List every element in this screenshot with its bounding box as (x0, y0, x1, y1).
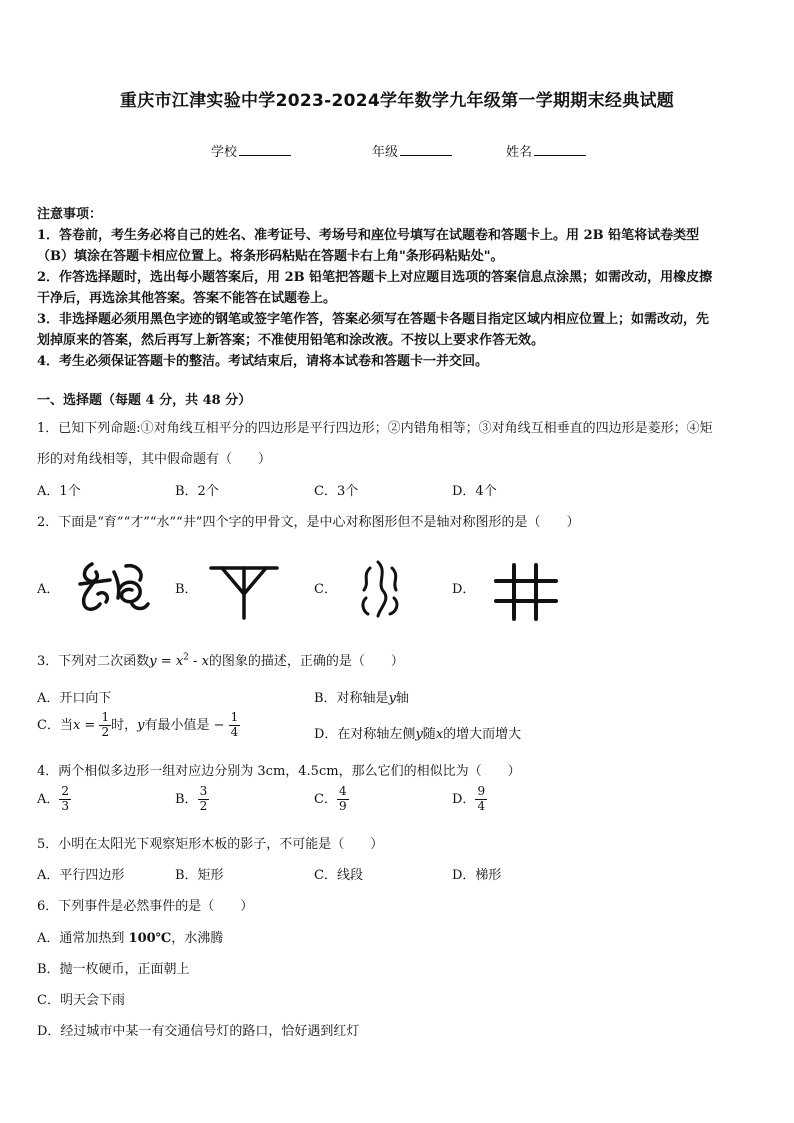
q3-option-d: D．在对称轴左侧y随x的增大而增大 (314, 727, 522, 742)
q3-option-a: A．开口向下 (37, 691, 112, 706)
name-field (506, 141, 586, 160)
fraction: $\frac{1}{2}$ (101, 710, 110, 739)
q5-stem: 5．小明在太阳光下观察矩形木板的影子，不可能是（ ） (37, 837, 384, 852)
notes-line-3: 2．作答选择题时，选出每小题答案后，用 2B 铅笔把答题卡上对应题目选项的答案信息点涂黑；如需改动，用橡皮擦 (37, 270, 713, 285)
name-blank (534, 143, 586, 156)
q1-option-c: C．3个 (314, 484, 359, 499)
q5-option-b: B．矩形 (175, 868, 224, 883)
q4-option-b: B． $\frac{3}{2}$ (175, 784, 208, 813)
oracle-glyph-cai-icon (208, 562, 280, 620)
q6-option-d: D．经过城市中某一有交通信号灯的路口，恰好遇到红灯 (37, 1024, 360, 1039)
q6-option-c: C．明天会下雨 (37, 993, 125, 1008)
q2-option-a: A． (37, 582, 60, 597)
q5-option-a: A．平行四边形 (37, 868, 125, 883)
school-field (211, 141, 291, 160)
oracle-glyph-shui-icon (356, 558, 404, 620)
school-label: 学校 (211, 145, 238, 160)
notes-line-6: 划掉原来的答案，然后再写上新答案；不准使用铅笔和涂改液。不按以上要求作答无效。 (37, 333, 545, 348)
fraction: $\frac{4}{9}$ (338, 784, 347, 813)
fraction: $\frac{9}{4}$ (477, 784, 486, 813)
q6-option-a: A．通常加热到 100℃，水沸腾 (37, 931, 224, 946)
q2-option-c: C． (314, 582, 337, 597)
notes-line-2: （B）填涂在答题卡相应位置上。将条形码粘贴在答题卡右上角"条形码粘贴处"。 (37, 249, 504, 264)
grade-blank (400, 143, 452, 156)
q5-option-c: C．线段 (314, 868, 363, 883)
q1-option-b: B．2个 (175, 484, 219, 499)
school-blank (239, 143, 291, 156)
notes-line-1: 1．答卷前，考生务必将自己的姓名、准考证号、考场号和座位号填写在试题卷和答题卡上。用 2B 铅笔将试卷类型 (37, 228, 700, 243)
q4-stem: 4．两个相似多边形一组对应边分别为 3cm，4.5cm，那么它们的相似比为（ ） (37, 764, 521, 779)
q1-option-a: A．1个 (37, 484, 81, 499)
q3-option-b: B．对称轴是y轴 (314, 691, 409, 706)
oracle-glyph-yu-icon (74, 558, 154, 618)
notes-line-5: 3．非选择题必须用黑色字迹的钢笔或签字笔作答，答案必须写在答题卡各题目指定区域内相应位置上；如需改动，先 (37, 312, 710, 327)
grade-field (372, 141, 452, 160)
q4-option-a: A． $\frac{2}{3}$ (37, 784, 70, 813)
notes-line-7: 4．考生必须保证答题卡的整洁。考试结束后，请将本试卷和答题卡一并交回。 (37, 354, 489, 369)
name-label: 姓名 (506, 145, 533, 160)
q1-stem-line-1: 1．已知下列命题:①对角线互相平分的四边形是平行四边形；②内错角相等；③对角线互相垂直的四边形是菱形；④矩 (37, 421, 713, 436)
q6-option-b: B．抛一枚硬币，正面朝上 (37, 962, 190, 977)
fraction: $\frac{2}{3}$ (61, 784, 70, 813)
q6-stem: 6．下列事件是必然事件的是（ ） (37, 899, 254, 914)
oracle-glyph-jing-icon (494, 563, 558, 621)
q3-option-c: C．当x = $\frac{1}{2}$ 时，y有最小值是 − $\frac{1}{4}$ (37, 710, 239, 739)
q2-stem: 2．下面是“育”“才”“水”“井”四个字的甲骨文，是中心对称图形但不是轴对称图形的是（ ） (37, 515, 580, 530)
q4-option-c: C． $\frac{4}{9}$ (314, 784, 347, 813)
notes-line-4: 干净后，再选涂其他答案。答案不能答在试题卷上。 (37, 291, 337, 306)
q5-option-d: D．梯形 (452, 868, 502, 883)
section-heading: 一、选择题（每题 4 分，共 48 分） (37, 393, 252, 408)
q3-stem: 3．下列对二次函数$y = x^2 - x$的图象的描述，正确的是（ ） (37, 652, 404, 669)
q1-stem-line-2: 形的对角线相等，其中假命题有（ ） (37, 452, 272, 467)
page-title: 重庆市江津实验中学2023-2024学年数学九年级第一学期期末经典试题 (119, 91, 675, 111)
q2-option-d: D． (452, 582, 476, 597)
q4-option-d: D． $\frac{9}{4}$ (452, 784, 486, 813)
q1-option-d: D．4个 (452, 484, 497, 499)
fraction: $\frac{3}{2}$ (199, 784, 208, 813)
q2-option-b: B． (175, 582, 198, 597)
fraction: $\frac{1}{4}$ (230, 710, 239, 739)
notes-heading: 注意事项： (37, 207, 103, 222)
grade-label: 年级 (372, 145, 399, 160)
